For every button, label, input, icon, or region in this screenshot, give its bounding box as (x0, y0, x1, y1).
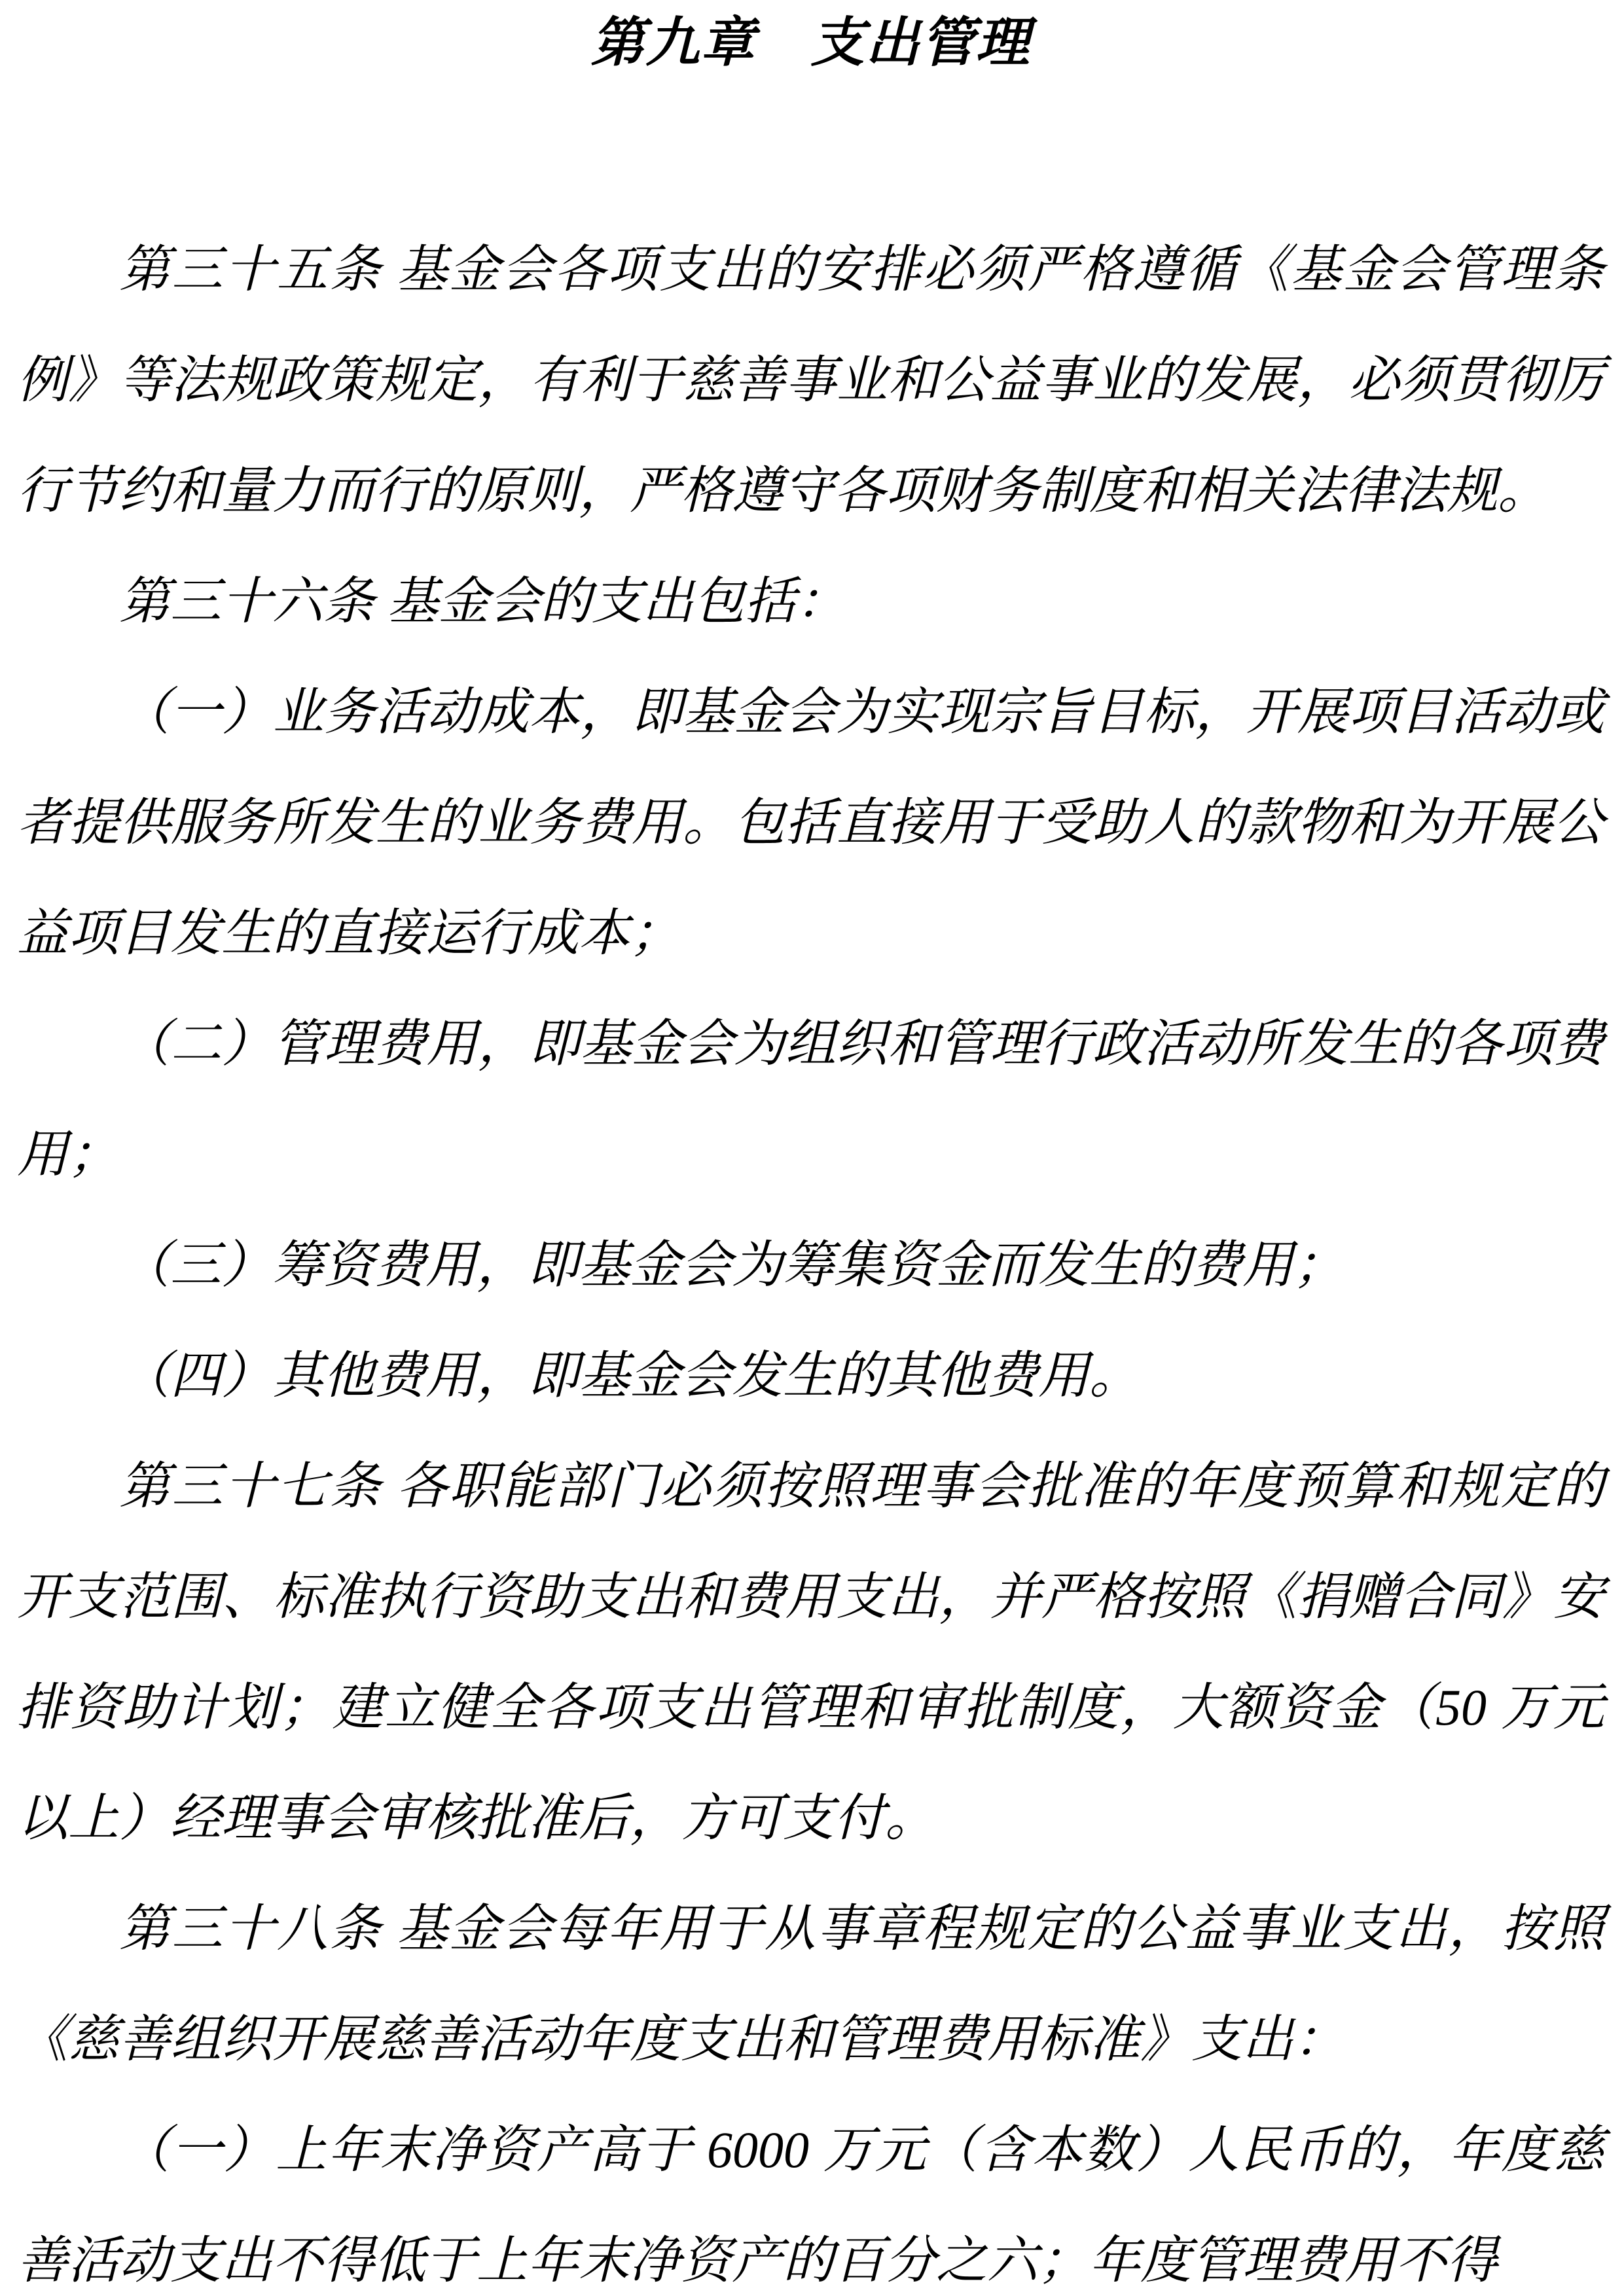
paragraph-article-36-item-4: （四）其他费用，即基金会发生的其他费用。 (119, 1347, 1141, 1404)
paragraph-article-38-item-1: （一）上年末净资产高于 6000 万元（含本数）人民币的，年度慈善活动支出不得低于上年末净资产的百分之六；年度管理费用不得 (17, 2121, 1604, 2289)
document-content (17, 214, 1604, 2296)
paragraph-article-38-intro: 第三十八条 基金会每年用于从事章程规定的公益事业支出，按照《慈善组织开展慈善活动年度支出和管理费用标准》支出： (17, 1900, 1604, 2068)
chapter-title: 第九章 支出管理 (590, 13, 1031, 73)
paragraph-article-36-item-2: （二）管理费用，即基金会为组织和管理行政活动所发生的各项费用； (17, 1015, 1604, 1183)
paragraph-article-35: 第三十五条 基金会各项支出的安排必须严格遵循《基金会管理条例》等法规政策规定，有利于慈善事业和公益事业的发展，必须贯彻厉行节约和量力而行的原则，严格遵守各项财务制度和相关法律法规。 (17, 241, 1604, 519)
paragraph-article-36-intro: 第三十六条 基金会的支出包括： (119, 573, 847, 630)
paragraph-article-36-item-1: （一）业务活动成本，即基金会为实现宗旨目标，开展项目活动或者提供服务所发生的业务费用。包括直接用于受助人的款物和为开展公益项目发生的直接运行成本； (17, 683, 1604, 961)
paragraph-article-37: 第三十七条 各职能部门必须按照理事会批准的年度预算和规定的开支范围、标准执行资助支出和费用支出，并严格按照《捐赠合同》安排资助计划；建立健全各项支出管理和审批制度，大额资金（50 万元以上）经理事会审核批准后，方可支付。 (17, 1458, 1604, 1846)
paragraph-article-36-item-3: （三）筹资费用，即基金会为筹集资金而发生的费用； (119, 1236, 1345, 1293)
